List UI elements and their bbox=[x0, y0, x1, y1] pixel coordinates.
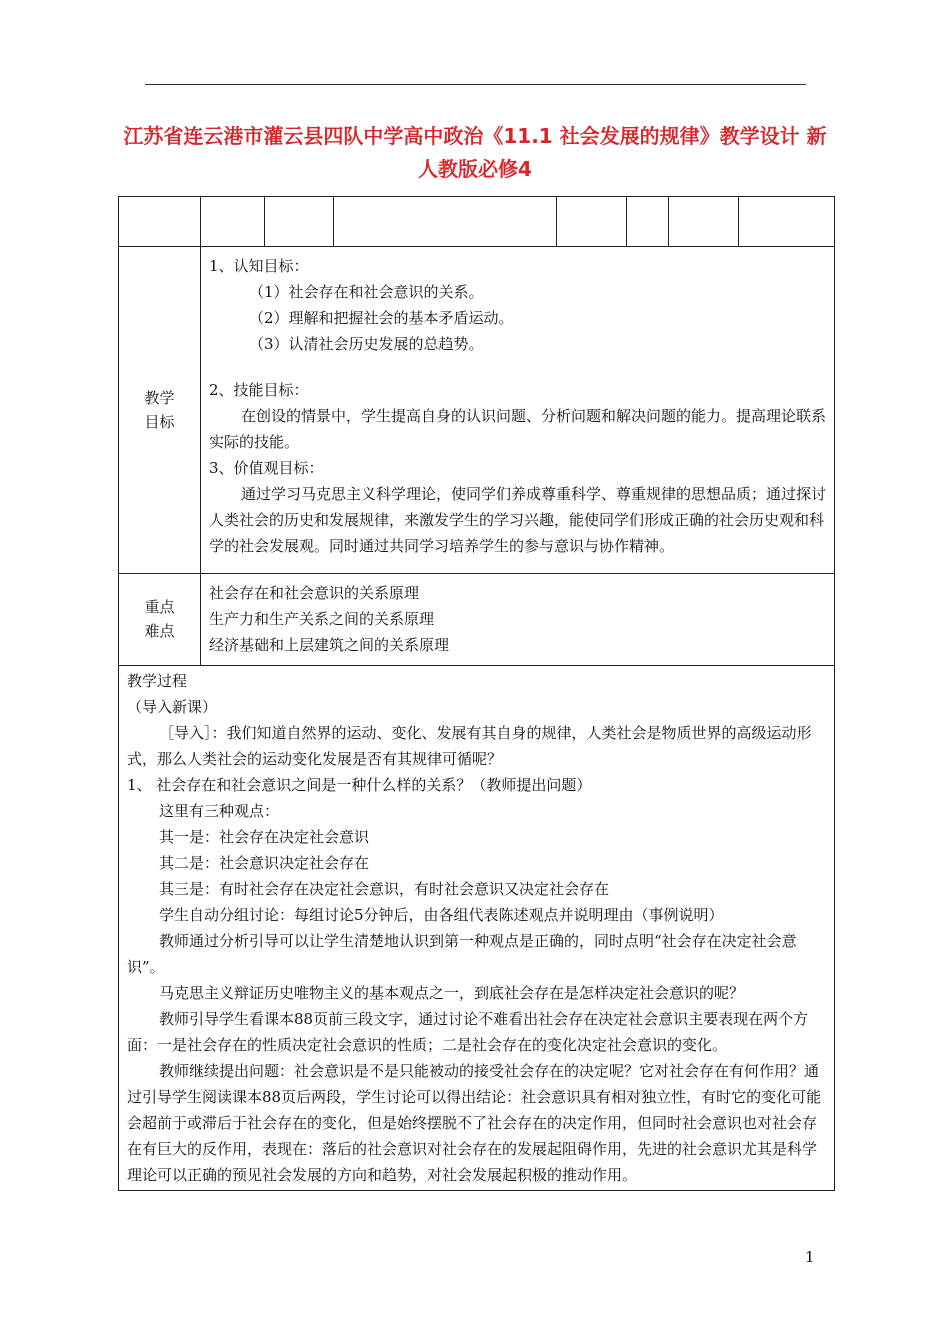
header-cell bbox=[557, 197, 627, 247]
key-points-label: 重点难点 bbox=[144, 598, 175, 640]
discussion-text: 学生自动分组讨论：每组讨论5分钟后，由各组代表陈述观点并说明理由（事例说明） bbox=[159, 906, 724, 924]
process-heading: 教学过程 bbox=[127, 672, 188, 690]
cognitive-item: （2）理解和把握社会的基本矛盾运动。 bbox=[249, 309, 514, 327]
value-heading: 3、价值观目标： bbox=[209, 459, 324, 477]
header-rule bbox=[145, 84, 806, 85]
key-points-content bbox=[201, 574, 835, 666]
key-point-item: 生产力和生产关系之间的关系原理 bbox=[209, 610, 435, 628]
view-item: 其二是：社会意识决定社会存在 bbox=[159, 854, 370, 872]
process-subheading: （导入新课） bbox=[127, 698, 218, 716]
value-text: 通过学习马克思主义科学理论，使同学们养成尊重科学、尊重规律的思想品质；通过探讨人类社会的历史和发展规律，来激发学生的学习兴趣，能使同学们形成正确的社会历史观和科学的社会发展观。同时通过共同学习培养学生的参与意识与协作精神。 bbox=[209, 485, 827, 555]
process-row bbox=[119, 666, 835, 1191]
header-cell bbox=[739, 197, 835, 247]
marxism-question: 马克思主义辩证历史唯物主义的基本观点之一，到底社会存在是怎样决定社会意识的呢？ bbox=[159, 984, 745, 1002]
key-points-row bbox=[119, 574, 835, 666]
view-item: 其三是：有时社会存在决定社会意识，有时社会意识又决定社会存在 bbox=[159, 880, 610, 898]
process-intro: ［导入］：我们知道自然界的运动、变化、发展有其自身的规律，人类社会是物质世界的高级运动形式，那么人类社会的运动变化发展是否有其规律可循呢？ bbox=[127, 724, 812, 768]
skill-text: 在创设的情景中，学生提高自身的认识问题、分析问题和解决问题的能力。提高理论联系实际的技能。 bbox=[209, 407, 827, 451]
key-point-item: 社会存在和社会意识的关系原理 bbox=[209, 584, 420, 602]
textbook-reading: 教师引导学生看课本88页前三段文字，通过讨论不难看出社会存在决定社会意识主要表现在两个方面：一是社会存在的性质决定社会意识的性质；二是社会存在的变化决定社会意识的变化。 bbox=[127, 1010, 809, 1054]
key-point-item: 经济基础和上层建筑之间的关系原理 bbox=[209, 636, 450, 654]
skill-heading: 2、技能目标： bbox=[209, 381, 309, 399]
cognitive-item: （3）认清社会历史发展的总趋势。 bbox=[249, 335, 484, 353]
views-intro: 这里有三种观点： bbox=[159, 802, 280, 820]
teacher-guidance: 教师通过分析引导可以让学生清楚地认识到第一种观点是正确的，同时点明“社会存在决定社会意识”。 bbox=[127, 932, 797, 976]
header-row bbox=[119, 197, 835, 247]
header-cell bbox=[669, 197, 739, 247]
view-item: 其一是：社会存在决定社会意识 bbox=[159, 828, 370, 846]
header-cell bbox=[119, 197, 201, 247]
process-content bbox=[119, 666, 835, 1191]
continue-question: 教师继续提出问题：社会意识是不是只能被动的接受社会存在的决定呢？它对社会存在有何作用？通过引导学生阅读课本88页后两段，学生讨论可以得出结论：社会意识具有相对独立性，有时它的变化可能会超前于或滞后于社会存在的变化，但是始终摆脱不了社会存在的决定作用，但同时社会意识也对社会存在有巨大的反作用，表现在：落后的社会意识对社会存在的发展起阻碍作用，先进的社会意识尤其是科学理论可以正确的预见社会发展的方向和趋势，对社会发展起积极的推动作用。 bbox=[127, 1062, 822, 1184]
header-cell bbox=[201, 197, 265, 247]
document-title: 江苏省连云港市灌云县四队中学高中政治《11.1 社会发展的规律》教学设计 新人教版必修4 bbox=[123, 124, 827, 181]
objectives-content bbox=[201, 247, 835, 574]
header-cell bbox=[334, 197, 557, 247]
lesson-plan-table bbox=[118, 196, 835, 1191]
header-cell bbox=[265, 197, 334, 247]
cognitive-item: （1）社会存在和社会意识的关系。 bbox=[249, 283, 484, 301]
cognitive-heading: 1、认知目标： bbox=[209, 257, 309, 275]
page-number: 1 bbox=[805, 1248, 815, 1266]
question-1: 1、 社会存在和社会意识之间是一种什么样的关系？（教师提出问题） bbox=[127, 776, 592, 794]
objectives-label-cell bbox=[119, 247, 201, 574]
objectives-label: 教学目标 bbox=[144, 388, 175, 431]
header-cell bbox=[627, 197, 669, 247]
key-points-label-cell bbox=[119, 574, 201, 666]
objectives-row bbox=[119, 247, 835, 574]
